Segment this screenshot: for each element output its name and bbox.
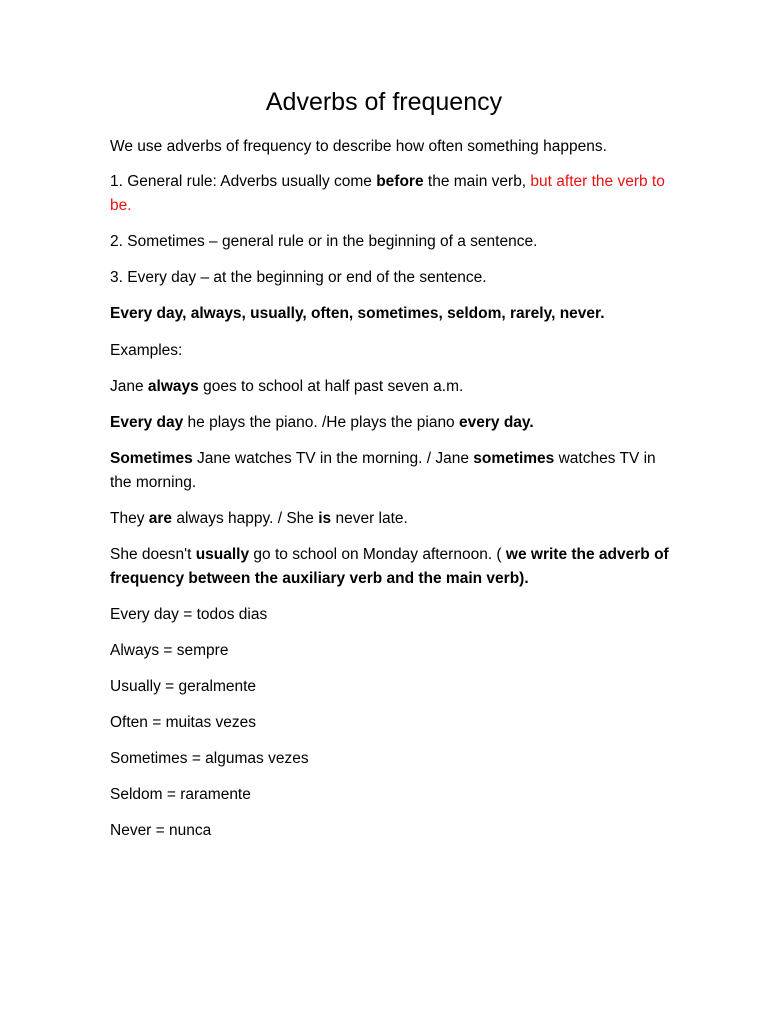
example-1-bold: always [147, 378, 199, 395]
example-3-middle: Jane watches TV in the morning. / Jane [192, 450, 474, 467]
example-4-post: never late. [331, 510, 408, 527]
translation-seldom: Seldom = raramente [110, 786, 251, 803]
rule-1-prefix: 1. General rule: Adverbs usually come [110, 173, 377, 190]
example-3-post: watches TV in the morning. [110, 450, 656, 491]
example-2 [110, 411, 670, 435]
page-title: Adverbs of frequency [265, 88, 503, 116]
example-5-bold-2: we write the adverb of frequency between the auxiliary verb and the main verb). [110, 546, 669, 587]
translation-always: Always = sempre [110, 642, 229, 659]
example-4 [110, 507, 670, 531]
example-5-middle: go to school on Monday afternoon. ( [249, 546, 506, 563]
example-2-bold-2: every day. [459, 414, 534, 431]
example-2-middle: he plays the piano. /He plays the piano [183, 414, 459, 431]
rule-1-bold: before [376, 173, 424, 190]
example-4-pre: They [110, 510, 149, 527]
translation-sometimes: Sometimes = algumas vezes [110, 750, 309, 767]
example-1 [110, 375, 670, 399]
example-4-bold-1: are [148, 510, 173, 527]
rule-1-red-note: but after the verb to be. [110, 173, 665, 214]
rule-1-paragraph [110, 170, 670, 218]
example-1-pre: Jane [110, 378, 148, 395]
translation-every-day: Every day = todos dias [110, 606, 268, 623]
translation-never: Never = nunca [110, 822, 212, 839]
translation-usually: Usually = geralmente [110, 678, 257, 695]
example-1-post: goes to school at half past seven a.m. [198, 378, 464, 395]
example-5 [110, 543, 670, 591]
adverb-list: Every day, always, usually, often, sometimes, seldom, rarely, never. [110, 305, 605, 322]
example-2-bold-1: Every day [110, 414, 184, 431]
example-5-pre: She doesn't [110, 546, 196, 563]
examples-label: Examples: [110, 342, 183, 359]
example-4-middle: always happy. / She [172, 510, 319, 527]
translation-often: Often = muitas vezes [110, 714, 257, 731]
example-3-bold-1: Sometimes [110, 450, 193, 467]
rule-3-paragraph: 3. Every day – at the beginning or end of the sentence. [110, 269, 487, 286]
rule-2-paragraph: 2. Sometimes – general rule or in the beginning of a sentence. [110, 233, 538, 250]
example-4-bold-2: is [318, 510, 332, 527]
example-3-bold-2: sometimes [473, 450, 555, 467]
intro-paragraph: We use adverbs of frequency to describe how often something happens. [110, 138, 607, 155]
example-5-bold-1: usually [195, 546, 250, 563]
rule-1-middle: the main verb, [423, 173, 531, 190]
example-3 [110, 447, 670, 495]
